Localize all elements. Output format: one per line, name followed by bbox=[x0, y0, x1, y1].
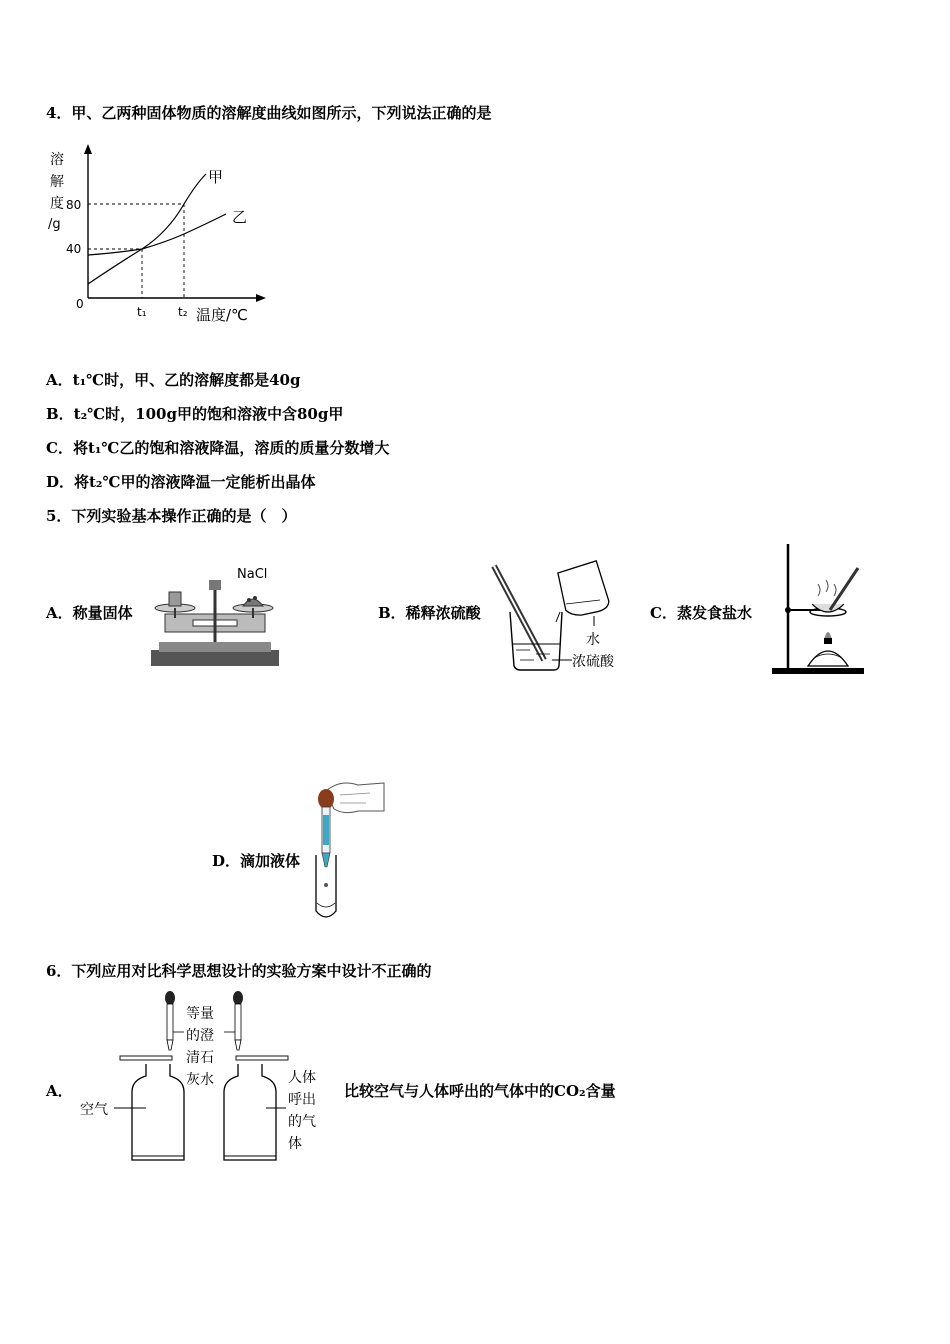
q6-option-a-letter[interactable]: A． bbox=[46, 1082, 73, 1100]
y-axis-arrow bbox=[84, 144, 92, 154]
right-gas-label-line-4: 体 bbox=[288, 1136, 302, 1152]
reagent-label-line-3: 清石 bbox=[186, 1050, 214, 1066]
co2-comparison-illustration bbox=[76, 988, 336, 1168]
q5-option-a[interactable]: A．称量固体 bbox=[46, 604, 133, 622]
reagent-label-line-1: 等量 bbox=[186, 1006, 214, 1022]
water-label: 水 bbox=[586, 632, 600, 648]
q4-stem: 4．甲、乙两种固体物质的溶解度曲线如图所示，下列说法正确的是 bbox=[46, 104, 492, 122]
q4-option-c[interactable]: C．将t₁℃乙的饱和溶液降温，溶质的质量分数增大 bbox=[46, 439, 390, 457]
q5-stem: 5．下列实验基本操作正确的是（ ） bbox=[46, 507, 297, 525]
origin-label: 0 bbox=[76, 297, 84, 311]
right-gas-label-line-3: 的气 bbox=[288, 1114, 316, 1130]
acid-label: 浓硫酸 bbox=[572, 654, 614, 670]
dilution-illustration bbox=[490, 560, 630, 680]
right-gas-label-line-1: 人体 bbox=[288, 1070, 316, 1086]
y-axis-label-char-4: /g bbox=[48, 217, 61, 232]
series-yi-label: 乙 bbox=[232, 208, 248, 226]
q4-option-a[interactable]: A．t₁℃时，甲、乙的溶解度都是40g bbox=[46, 371, 301, 389]
q6-option-a-text[interactable]: 比较空气与人体呼出的气体中的CO₂含量 bbox=[344, 1082, 616, 1100]
x-axis-label: 温度/℃ bbox=[196, 306, 248, 324]
x-axis-arrow bbox=[256, 294, 266, 302]
q5-option-d[interactable]: D．滴加液体 bbox=[212, 852, 301, 870]
reagent-label-line-2: 的澄 bbox=[186, 1028, 214, 1044]
series-jia-label: 甲 bbox=[208, 168, 224, 186]
series-jia-curve bbox=[88, 174, 206, 284]
x-tick-t2: t₂ bbox=[178, 305, 188, 319]
y-axis-label-char-2: 解 bbox=[50, 174, 64, 190]
left-gas-label: 空气 bbox=[80, 1102, 108, 1118]
evaporation-illustration bbox=[768, 540, 868, 680]
balance-illustration bbox=[145, 562, 285, 672]
y-axis-label-char-1: 溶 bbox=[50, 152, 64, 168]
right-gas-label-line-2: 呼出 bbox=[288, 1092, 316, 1108]
dropper-illustration bbox=[300, 775, 390, 925]
nacl-label: NaCl bbox=[237, 567, 268, 582]
q4-option-b[interactable]: B．t₂℃时，100g甲的饱和溶液中含80g甲 bbox=[46, 405, 344, 423]
q5-option-b[interactable]: B．稀释浓硫酸 bbox=[378, 604, 481, 622]
solubility-chart bbox=[46, 140, 276, 330]
q4-option-d[interactable]: D．将t₂℃甲的溶液降温一定能析出晶体 bbox=[46, 473, 316, 491]
y-tick-40: 40 bbox=[66, 242, 82, 256]
q6-stem: 6．下列应用对比科学思想设计的实验方案中设计不正确的 bbox=[46, 962, 432, 980]
y-tick-80: 80 bbox=[66, 198, 82, 212]
y-axis-label-char-3: 度 bbox=[50, 196, 64, 212]
q5-option-c[interactable]: C．蒸发食盐水 bbox=[650, 604, 752, 622]
reagent-label-line-4: 灰水 bbox=[186, 1072, 214, 1088]
x-tick-t1: t₁ bbox=[137, 305, 147, 319]
